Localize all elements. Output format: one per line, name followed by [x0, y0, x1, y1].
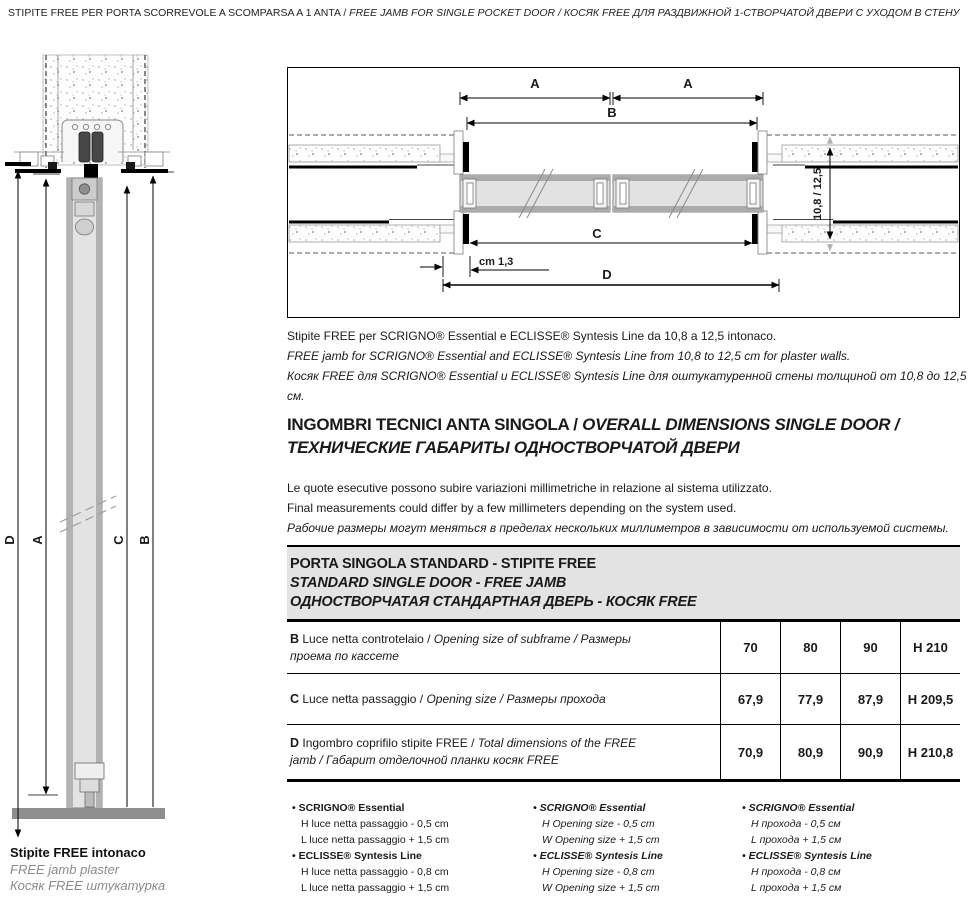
disclaimer-italian: Le quote esecutive possono subire variazioni millimetriche in relazione al sistema utilizzato.: [287, 481, 772, 495]
row-key: C: [290, 691, 300, 706]
cell-value: 90: [840, 622, 900, 673]
disclaimer-russian: Рабочие размеры могут меняться в пределах нескольких миллиметров в зависимости от используемой системы.: [287, 521, 949, 535]
cell-value: H 210: [900, 622, 960, 673]
caption-russian: Косяк FREE для SCRIGNO® Essential и ECLISSE® Syntesis Line для оштукатуренной стены толщиной от 10,8 до 12,5 см.: [287, 369, 967, 403]
page-title-translations: FREE JAMB FOR SINGLE POCKET DOOR / КОСЯК FREE ДЛЯ РАЗДВИЖНОЙ 1-СТВОРЧАТОЙ ДВЕРИ С УХОДОМ В СТЕНУ: [349, 7, 960, 19]
note-line: H luce netta passaggio - 0,5 cm: [301, 818, 449, 830]
door-panel-section: [60, 178, 116, 808]
dim-label-c: C: [111, 535, 126, 545]
dimensions-table: [287, 545, 960, 782]
note-brand: • SCRIGNO® Essential: [533, 800, 768, 816]
dim-label-d: D: [602, 267, 612, 282]
table-row: [287, 674, 960, 725]
drawing-label-italian: Stipite FREE intonaco: [10, 845, 146, 860]
section-heading-translations: OVERALL DIMENSIONS SINGLE DOOR / ТЕХНИЧЕСКИЕ ГАБАРИТЫ ОДНОСТВОРЧАТОЙ ДВЕРИ: [287, 415, 900, 457]
notes-column-italian: [292, 800, 527, 896]
dim-label-d: D: [2, 535, 17, 545]
note-brand: • SCRIGNO® Essential: [742, 800, 973, 816]
section-heading-italian: INGOMBRI TECNICI ANTA SINGOLA /: [287, 415, 583, 434]
cell-value: H 209,5: [900, 674, 960, 724]
dim-label-wall-thickness: 10,8 / 12,5: [812, 168, 824, 220]
table-title-english: STANDARD SINGLE DOOR - FREE JAMB: [290, 575, 567, 591]
cell-value: 70: [720, 622, 780, 673]
door-panel-2: [613, 169, 763, 218]
vertical-section-drawing: [0, 50, 185, 850]
note-line: H прохода - 0,5 см: [751, 818, 841, 830]
note-line: H luce netta passaggio - 0,8 cm: [301, 866, 449, 878]
dim-label-c: C: [592, 226, 602, 241]
table-row: [287, 725, 960, 782]
table-title-band: [287, 545, 960, 622]
note-line: L прохода + 1,5 см: [751, 882, 842, 894]
table-title-italian: PORTA SINGOLA STANDARD - STIPITE FREE: [290, 556, 596, 572]
dim-label-cm13: cm 1,3: [479, 256, 514, 268]
floor: [12, 808, 165, 819]
drawing-caption: [287, 326, 967, 406]
table-row: [287, 622, 960, 674]
note-brand: • SCRIGNO® Essential: [292, 800, 527, 816]
cell-value: 77,9: [780, 674, 840, 724]
cell-value: 87,9: [840, 674, 900, 724]
note-brand: • ECLISSE® Syntesis Line: [742, 848, 973, 864]
notes-column-english: [533, 800, 768, 896]
door-panel-1: [460, 169, 610, 218]
note-line: L luce netta passaggio + 1,5 cm: [301, 882, 450, 894]
row-label-english: Opening size of subframe /: [433, 631, 581, 646]
dim-label-a-right: A: [683, 76, 693, 91]
note-brand: • ECLISSE® Syntesis Line: [292, 848, 527, 864]
disclaimer-english: Final measurements could differ by a few millimeters depending on the system used.: [287, 501, 737, 515]
caption-english: FREE jamb for SCRIGNO® Essential and ECLISSE® Syntesis Line from 10,8 to 12,5 cm for plaster walls.: [287, 349, 851, 363]
dim-label-a-left: A: [530, 76, 540, 91]
row-label-english: Opening size /: [426, 691, 507, 706]
row-label-english: Total dimensions of the FREE jamb /: [290, 736, 637, 767]
cell-value: 90,9: [840, 725, 900, 779]
note-line: H прохода - 0,8 см: [751, 866, 841, 878]
note-line: H Opening size - 0,5 cm: [542, 818, 655, 830]
dim-label-b: B: [137, 535, 152, 545]
dim-label-a: A: [30, 535, 45, 545]
cell-value: 67,9: [720, 674, 780, 724]
row-key: B: [290, 631, 300, 646]
row-label-russian: Размеры прохода: [506, 691, 606, 706]
row-label: [287, 631, 720, 665]
cell-value: 80,9: [780, 725, 840, 779]
row-label: [287, 691, 720, 708]
drawing-label-english: FREE jamb plaster: [10, 861, 120, 877]
drawing-label-russian: Косяк FREE штукатурка: [10, 878, 166, 893]
cell-value: 70,9: [720, 725, 780, 779]
note-line: W Opening size + 1,5 cm: [542, 882, 660, 894]
table-title-russian: ОДНОСТВОРЧАТАЯ СТАНДАРТНАЯ ДВЕРЬ - КОСЯК FREE: [290, 594, 697, 610]
cell-value: H 210,8: [900, 725, 960, 779]
row-label-italian: Luce netta passaggio /: [302, 691, 427, 706]
note-brand: • ECLISSE® Syntesis Line: [533, 848, 768, 864]
row-key: D: [290, 736, 300, 750]
disclaimer: [287, 478, 969, 538]
row-label-italian: Luce netta controtelaio /: [302, 631, 434, 646]
note-line: W Opening size + 1,5 cm: [542, 834, 660, 846]
section-heading: [287, 413, 969, 459]
note-line: L прохода + 1,5 см: [751, 834, 842, 846]
dim-label-b: B: [607, 105, 617, 120]
plan-view-drawing: [287, 67, 960, 318]
note-line: H Opening size - 0,8 cm: [542, 866, 655, 878]
note-line: L luce netta passaggio + 1,5 cm: [301, 834, 450, 846]
row-label-italian: Ingombro coprifilo stipite FREE /: [302, 736, 478, 750]
cell-value: 80: [780, 622, 840, 673]
caption-italian: Stipite FREE per SCRIGNO® Essential e ECLISSE® Syntesis Line da 10,8 a 12,5 intonaco.: [287, 329, 777, 343]
track-roller-mechanism: [62, 120, 123, 180]
row-label-russian: Габарит отделочной планки косяк FREE: [326, 753, 559, 767]
drawing-label: [10, 845, 165, 895]
notes-column-russian: [742, 800, 973, 896]
page-title-italian: STIPITE FREE PER PORTA SCORREVOLE A SCOMPARSA A 1 ANTA /: [8, 7, 350, 19]
row-label-russian: Размеры проема по кассете: [290, 631, 631, 663]
page-title: [8, 7, 968, 19]
row-label: [287, 735, 720, 769]
